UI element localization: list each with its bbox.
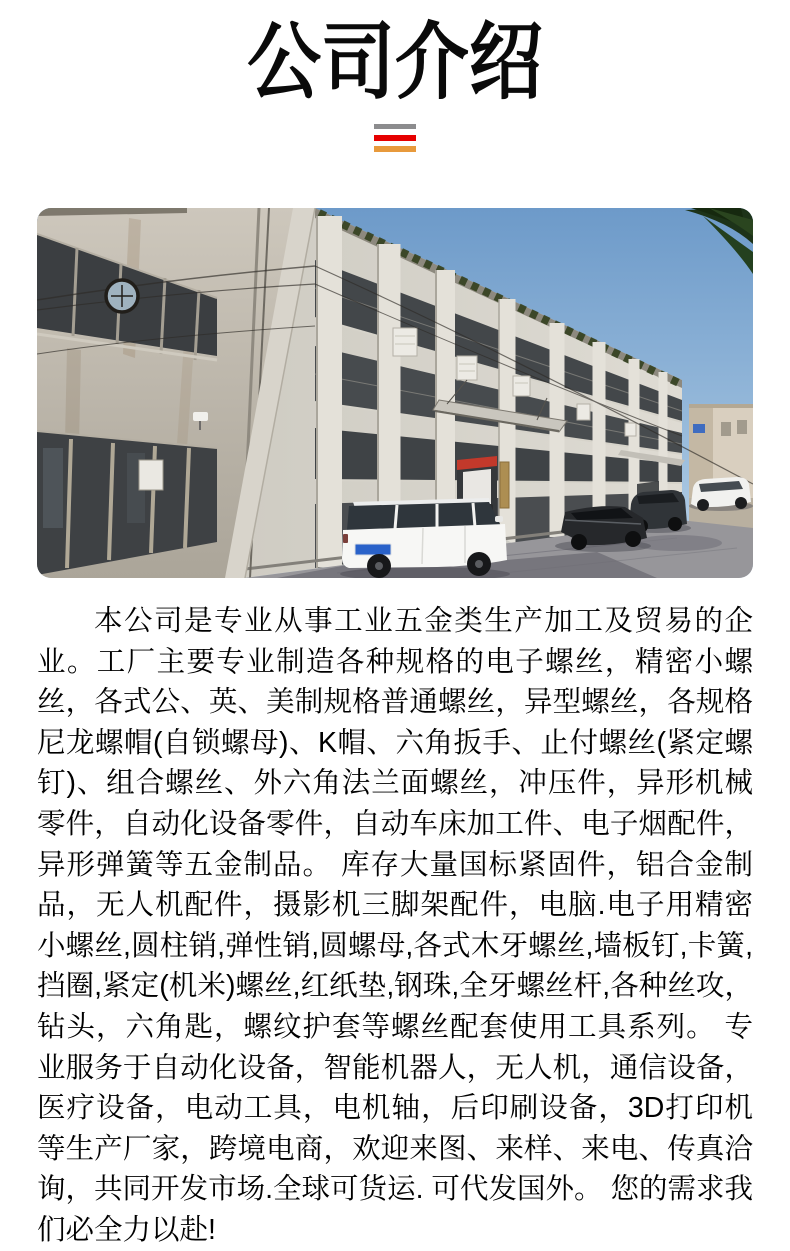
title-divider: [374, 124, 416, 152]
divider-bar-gray: [374, 124, 416, 129]
company-photo: [37, 208, 753, 578]
white-suv: [691, 477, 751, 511]
divider-bar-orange: [374, 146, 416, 152]
factory-photo-illustration: [37, 208, 753, 578]
header: [0, 0, 790, 109]
divider-bar-red: [374, 135, 416, 141]
company-intro-text: 本公司是专业从事工业五金类生产加工及贸易的企业。工厂主要专业制造各种规格的电子螺丝，精密小螺丝，各式公、英、美制规格普通螺丝，异型螺丝，各规格尼龙螺帽(自锁螺母)、K帽、六角扳手、止付螺丝(紧定螺钉)、组合螺丝、外六角法兰面螺丝，冲压件，异形机械零件，自动化设备零件，自动车床加工件、电子烟配件，异形弹簧等五金制品。 库存大量国标紧固件，铝合金制品，无人机配件，摄影机三脚架配件，电脑.电子用精密小螺丝,圆柱销,弹性销,圆螺母,各式木牙螺丝,墙板钉,卡簧,挡圈,紧定(机米)螺丝,红纸垫,钢珠,全牙螺丝杆,各种丝攻，钻头，六角匙，螺纹护套等螺丝配套使用工具系列。 专业服务于自动化设备，智能机器人，无人机，通信设备，医疗设备，电动工具，电机轴，后印刷设备，3D打印机等生产厂家，跨境电商，欢迎来图、来样、来电、传真洽询，共同开发市场.全球可货运. 可代发国外。 您的需求我们必全力以赴!: [37, 605, 753, 1246]
cctv-camera: [193, 412, 208, 421]
page-title: 公司介绍: [247, 15, 543, 109]
road-mirror: [106, 280, 138, 312]
black-sedan: [561, 506, 647, 550]
white-minivan: [342, 498, 507, 578]
